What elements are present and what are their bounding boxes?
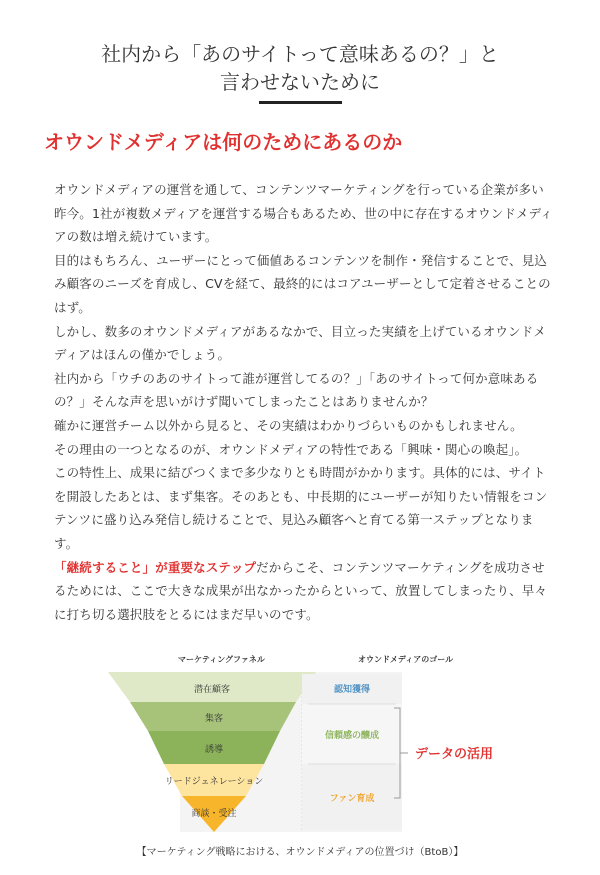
paragraph-final-rest: だからこそ、コンテンツマーケティングを成功させるためには、ここで大きな成果が出なかったからといって、放置してしまったり、早々に打ち切る選択肢をとるにはまだ早いのです。 bbox=[54, 559, 548, 622]
stage-label: 商談・受注 bbox=[191, 809, 237, 819]
paragraph: その理由の一つとなるのが、オウンドメディアの特性である「興味・関心の喚起」。 bbox=[54, 441, 528, 457]
goal-label: 信頼感の醸成 bbox=[324, 731, 380, 741]
stage-label: リードジェネレーション bbox=[164, 777, 264, 787]
goal-label: ファン育成 bbox=[329, 794, 375, 804]
paragraph: しかし、数多のオウンドメディアがあるなかで、目立った実績を上げているオウンドメディアはほんの僅かでしょう。 bbox=[54, 323, 546, 363]
goal-label: 認知獲得 bbox=[333, 685, 371, 695]
paragraph: 確かに運営チーム以外から見ると、その実績はわかりづらいものかもしれません。 bbox=[54, 417, 523, 433]
article-body bbox=[54, 178, 554, 626]
highlight-text: 「継続すること」が重要なステップ bbox=[54, 559, 257, 575]
funnel-figure bbox=[130, 648, 494, 838]
section-heading: オウンドメディアは何のためにあるのか bbox=[44, 130, 403, 154]
stage-label: 潜在顧客 bbox=[193, 685, 231, 695]
page-title-line-1: 社内から「あのサイトって意味あるの？」と bbox=[101, 42, 499, 66]
figure-caption: 【マーケティング戦略における、オウンドメディアの位置づけ（BtoB）】 bbox=[136, 847, 464, 858]
paragraph: この特性上、成果に結びつくまで多少なりとも時間がかかります。具体的には、サイトを開設したあとは、まず集客。そのあとも、中長期的にユーザーが知りたい情報をコンテンツに盛り込み発信し続けることで、見込み顧客へと育てる第一ステップとなります。 bbox=[54, 465, 548, 551]
goal-header: オウンドメディアのゴール bbox=[358, 655, 454, 664]
stage-label: 誘導 bbox=[204, 745, 224, 755]
paragraph: 社内から「ウチのあのサイトって誰が運営してるの？」「あのサイトって何か意味あるの？」そんな声を思いがけず聞いてしまったことはありませんか？ bbox=[54, 370, 539, 410]
stage-label: 集客 bbox=[204, 714, 224, 724]
paragraph-final bbox=[54, 556, 554, 627]
page-title bbox=[0, 40, 600, 96]
title-divider bbox=[259, 101, 342, 104]
page-title-line-2: 言わせないために bbox=[220, 70, 380, 94]
paragraph: オウンドメディアの運営を通して、コンテンツマーケティングを行っている企業が多い昨今。1社が複数メディアを運営する場合もあるため、世の中に存在するオウンドメディアの数は増え続けています。 bbox=[54, 182, 553, 245]
funnel-header: マーケティングファネル bbox=[178, 655, 265, 664]
funnel-shapes bbox=[130, 648, 494, 838]
paragraph: 目的はもちろん、ユーザーにとって価値あるコンテンツを制作・発信することで、見込み顧客のニーズを育成し、CVを経て、最終的にはコアユーザーとして定着させることのはず。 bbox=[54, 252, 551, 315]
data-usage-label: データの活用 bbox=[415, 747, 494, 762]
